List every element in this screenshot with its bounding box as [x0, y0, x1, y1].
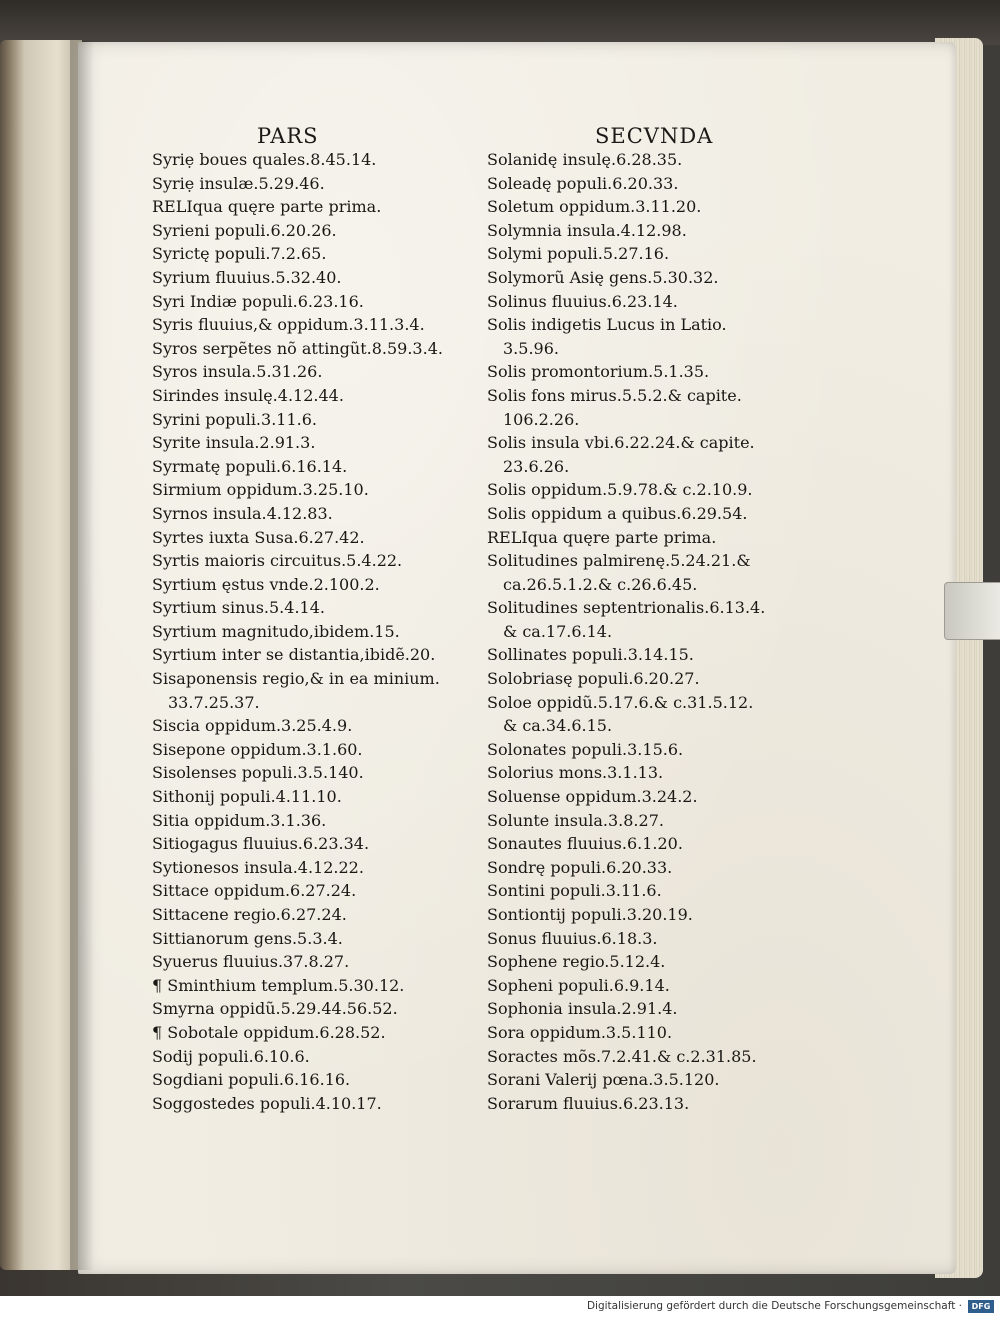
- index-entry: Solymorũ Asię gens.5.30.32.: [487, 267, 719, 287]
- index-entry: Syrtium magnitudo,ibidem.15.: [152, 621, 400, 641]
- index-entry: Sogdiani populi.6.16.16.: [152, 1070, 351, 1090]
- index-entry: Syriẹ boues quales.8.45.14.: [152, 150, 377, 169]
- index-entry: 106.2.26.: [503, 409, 580, 429]
- index-entry: Sontini populi.3.11.6.: [487, 881, 662, 901]
- index-entry: Soletum oppidum.3.11.20.: [487, 197, 702, 217]
- index-entry: Solis fons mirus.5.5.2.& capite.: [487, 385, 742, 405]
- index-entry: Solobriasę populi.6.20.27.: [487, 669, 700, 689]
- index-entry: Sora oppidum.3.5.110.: [487, 1022, 673, 1042]
- index-entry: RELIqua quęre parte prima.: [152, 197, 382, 217]
- index-entry: Syrmatę populi.6.16.14.: [152, 456, 348, 476]
- index-entry: Syrieni populi.6.20.26.: [152, 220, 337, 240]
- index-entry: Solymi populi.5.27.16.: [487, 244, 670, 264]
- index-entry: Syri Indiæ populi.6.23.16.: [152, 291, 364, 311]
- index-entry: RELIqua quęre parte prima.: [487, 527, 717, 547]
- index-entry: Solanidę insulę.6.28.35.: [487, 150, 683, 169]
- index-entry: Sophonia insula.2.91.4.: [487, 999, 678, 1019]
- index-entry: Sondrę populi.6.20.33.: [487, 857, 673, 877]
- index-entry: Solinus fluuius.6.23.14.: [487, 291, 678, 311]
- running-head-left: PARS: [257, 124, 319, 148]
- index-entry: Sithonij populi.4.11.10.: [152, 787, 342, 807]
- index-entry: Solymnia insula.4.12.98.: [487, 220, 687, 240]
- index-entry: Sittace oppidum.6.27.24.: [152, 881, 357, 901]
- index-entry: Sisaponensis regio,& in ea minium.: [152, 669, 440, 689]
- index-entry: Syriẹ insulæ.5.29.46.: [152, 173, 325, 193]
- index-entry: Sollinates populi.3.14.15.: [487, 645, 694, 665]
- cover-top-edge: [0, 0, 1000, 45]
- index-entry: Solis insula vbi.6.22.24.& capite.: [487, 433, 755, 453]
- index-entry: 33.7.25.37.: [168, 692, 260, 712]
- index-entry: Solis promontorium.5.1.35.: [487, 362, 710, 382]
- index-entry: Sophene regio.5.12.4.: [487, 952, 666, 972]
- index-entry: & ca.17.6.14.: [503, 621, 613, 641]
- index-entry: & ca.34.6.15.: [503, 716, 613, 736]
- bookmark-tab: [944, 582, 1000, 640]
- index-entry: Syrnos insula.4.12.83.: [152, 503, 333, 523]
- index-entry: ca.26.5.1.2.& c.26.6.45.: [503, 574, 698, 594]
- index-entry: Sittianorum gens.5.3.4.: [152, 928, 343, 948]
- footer-bar: [0, 1296, 1000, 1318]
- index-column-right: [487, 148, 817, 1115]
- index-entry: Solis oppidum.5.9.78.& c.2.10.9.: [487, 480, 753, 500]
- index-entry: Soluense oppidum.3.24.2.: [487, 787, 698, 807]
- index-entry: Solonates populi.3.15.6.: [487, 739, 684, 759]
- index-entry: 23.6.26.: [503, 456, 570, 476]
- index-entry: Soggostedes populi.4.10.17.: [152, 1093, 382, 1113]
- index-entry: Sorani Valerij pœna.3.5.120.: [487, 1070, 720, 1090]
- index-entry: Sisolenses populi.3.5.140.: [152, 763, 364, 783]
- index-entry: Syrtium inter se distantia,ibidẽ.20.: [152, 645, 436, 665]
- index-entry: Solorius mons.3.1.13.: [487, 763, 664, 783]
- gutter-shadow: [70, 40, 94, 1270]
- index-entry: Syuerus fluuius.37.8.27.: [152, 952, 350, 972]
- index-entry: Solis oppidum a quibus.6.29.54.: [487, 503, 748, 523]
- index-entry: Syris fluuius,& oppidum.3.11.3.4.: [152, 315, 425, 335]
- index-entry: Smyrna oppidũ.5.29.44.56.52.: [152, 999, 398, 1019]
- index-entry: Soleadę populi.6.20.33.: [487, 173, 679, 193]
- index-entry: Syrtes iuxta Susa.6.27.42.: [152, 527, 365, 547]
- dfg-logo: DFG: [968, 1300, 994, 1313]
- index-entry: Syros serpẽtes nõ attingũt.8.59.3.4.: [152, 338, 443, 358]
- index-entry: Solunte insula.3.8.27.: [487, 810, 664, 830]
- index-entry: Syrtis maioris circuitus.5.4.22.: [152, 551, 403, 571]
- index-entry: Syrictę populi.7.2.65.: [152, 244, 327, 264]
- index-entry: Sisepone oppidum.3.1.60.: [152, 739, 363, 759]
- index-entry: Sitiogagus fluuius.6.23.34.: [152, 834, 370, 854]
- index-entry: Sodij populi.6.10.6.: [152, 1046, 310, 1066]
- index-entry: Syros insula.5.31.26.: [152, 362, 323, 382]
- index-column-left: [152, 148, 470, 1115]
- index-entry: Syrium fluuius.5.32.40.: [152, 267, 342, 287]
- index-entry: Syrini populi.3.11.6.: [152, 409, 317, 429]
- index-entry: Syrtium ęstus vnde.2.100.2.: [152, 574, 380, 594]
- index-entry: Sirindes insulę.4.12.44.: [152, 385, 344, 405]
- index-entry: Soractes mõs.7.2.41.& c.2.31.85.: [487, 1046, 757, 1066]
- index-entry: Sontiontij populi.3.20.19.: [487, 905, 693, 924]
- index-entry: Sopheni populi.6.9.14.: [487, 975, 670, 995]
- index-entry: ¶ Sobotale oppidum.6.28.52.: [152, 1022, 386, 1042]
- index-entry: ¶ Sminthium templum.5.30.12.: [152, 975, 405, 995]
- index-entry: Sitia oppidum.3.1.36.: [152, 810, 327, 830]
- index-entry: Solitudines palmirenę.5.24.21.&: [487, 551, 751, 571]
- index-entry: Solis indigetis Lucus in Latio.: [487, 315, 727, 335]
- index-entry: 3.5.96.: [503, 338, 559, 358]
- index-entry: Sittacene regio.6.27.24.: [152, 905, 347, 924]
- running-head-right: SECVNDA: [595, 124, 714, 148]
- index-entry: Sonus fluuius.6.18.3.: [487, 928, 658, 948]
- index-entry: Soloe oppidũ.5.17.6.& c.31.5.12.: [487, 692, 754, 712]
- index-entry: Syrtium sinus.5.4.14.: [152, 598, 325, 618]
- index-entry: Syrite insula.2.91.3.: [152, 433, 316, 453]
- index-entry: Sytionesos insula.4.12.22.: [152, 857, 364, 877]
- index-entry: Sorarum fluuius.6.23.13.: [487, 1093, 690, 1113]
- footer-credit: Digitalisierung gefördert durch die Deutsche Forschungsgemeinschaft ·: [586, 1300, 962, 1312]
- index-entry: Sirmium oppidum.3.25.10.: [152, 480, 369, 500]
- index-entry: Siscia oppidum.3.25.4.9.: [152, 716, 353, 736]
- index-entry: Solitudines septentrionalis.6.13.4.: [487, 598, 766, 618]
- index-entry: Sonautes fluuius.6.1.20.: [487, 834, 683, 854]
